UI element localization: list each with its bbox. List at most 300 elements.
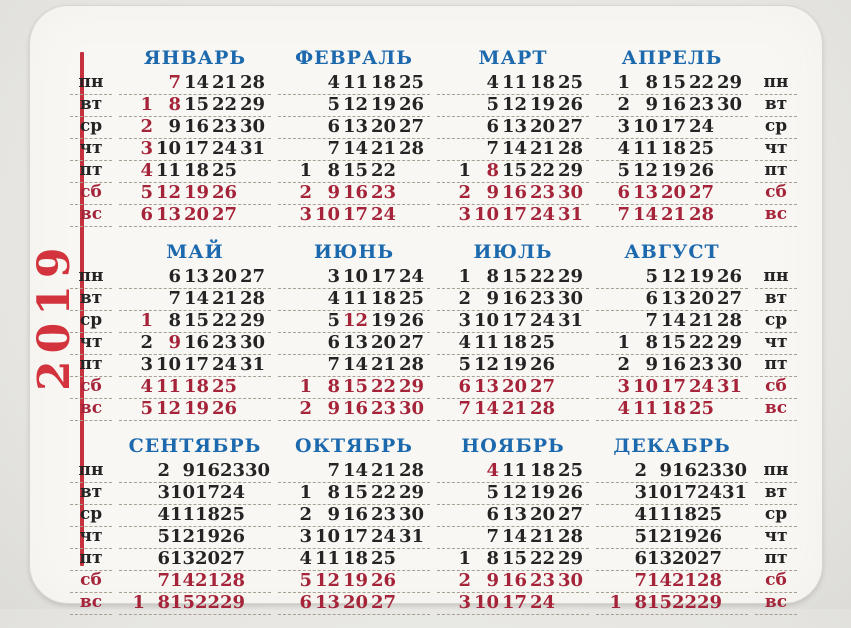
week-row-wed	[278, 311, 430, 333]
day-cell: 29	[557, 266, 583, 287]
day-cell: 13	[473, 376, 499, 397]
day-cell: 27	[398, 332, 424, 353]
week-row-sat	[596, 183, 748, 205]
day-cell: 20	[529, 116, 555, 137]
day-cell: 29	[557, 548, 583, 569]
day-cell: 27	[529, 376, 555, 397]
day-cell: 20	[183, 204, 209, 225]
day-cell: 28	[557, 138, 583, 159]
month-march	[437, 46, 589, 227]
day-cell: 10	[473, 592, 499, 613]
day-cell: 26	[398, 310, 424, 331]
day-cell: 10	[170, 482, 196, 503]
day-cell: 14	[501, 138, 527, 159]
day-cell: 25	[557, 460, 583, 481]
day-cell: 15	[342, 482, 368, 503]
day-cell: 25	[398, 288, 424, 309]
day-cell: 14	[342, 460, 368, 481]
day-cell: 25	[697, 504, 723, 525]
day-cell: 8	[486, 160, 499, 181]
day-cell: 28	[239, 288, 265, 309]
week-row-fri	[278, 549, 430, 571]
day-cell: 2	[458, 288, 471, 309]
day-cell: 20	[211, 266, 237, 287]
week-row-sun	[278, 205, 430, 227]
day-cell: 3	[157, 482, 170, 503]
weekday-label-sun: вс	[755, 399, 797, 421]
day-cell: 8	[486, 266, 499, 287]
day-cell: 29	[239, 94, 265, 115]
day-cell: 11	[632, 138, 658, 159]
month-title-may: МАЙ	[166, 241, 224, 263]
day-cell: 27	[557, 504, 583, 525]
day-cell: 4	[327, 288, 340, 309]
day-cell: 31	[716, 376, 742, 397]
day-cell: 25	[211, 160, 237, 181]
day-cell: 24	[688, 376, 714, 397]
day-cell: 21	[660, 204, 686, 225]
day-cell: 2	[458, 182, 471, 203]
day-cell: 11	[155, 160, 181, 181]
day-cell: 19	[660, 160, 686, 181]
week-row-wed	[596, 117, 748, 139]
day-cell: 19	[195, 526, 221, 547]
day-cell: 30	[716, 94, 742, 115]
day-cell: 24	[211, 354, 237, 375]
week-row-fri	[278, 161, 430, 183]
day-cell: 20	[672, 548, 698, 569]
day-cell: 1	[617, 332, 630, 353]
week-row-tue	[437, 483, 589, 505]
week-row-sun	[119, 399, 271, 421]
month-title-august: АВГУСТ	[624, 241, 720, 263]
day-cell: 27	[697, 548, 723, 569]
week-row-thu	[278, 139, 430, 161]
day-cell: 13	[155, 204, 181, 225]
week-row-tue	[119, 483, 271, 505]
day-cell: 6	[486, 504, 499, 525]
day-cell: 1	[458, 160, 471, 181]
month-title-january: ЯНВАРЬ	[143, 47, 247, 69]
week-row-thu	[278, 333, 430, 355]
weekday-label-thu: чт	[70, 333, 112, 355]
day-cell: 22	[529, 160, 555, 181]
day-cell: 22	[195, 592, 221, 613]
day-cell: 12	[473, 354, 499, 375]
week-row-wed	[437, 311, 589, 333]
day-cell: 1	[299, 376, 312, 397]
week-row-sun	[437, 399, 589, 421]
day-cell: 17	[370, 266, 396, 287]
week-row-fri	[119, 161, 271, 183]
day-cell: 15	[501, 160, 527, 181]
day-cell: 12	[155, 182, 181, 203]
day-cell: 17	[501, 204, 527, 225]
week-row-wed	[278, 505, 430, 527]
day-cell: 6	[327, 116, 340, 137]
day-cell: 21	[211, 72, 237, 93]
day-cell: 31	[722, 482, 748, 503]
week-row-mon	[278, 267, 430, 289]
day-cell: 31	[557, 204, 583, 225]
month-december	[596, 434, 748, 615]
week-row-wed	[119, 117, 271, 139]
month-july	[437, 240, 589, 421]
week-row-sun	[596, 593, 748, 615]
day-cell: 18	[529, 460, 555, 481]
day-cell: 23	[370, 182, 396, 203]
day-cell: 3	[327, 266, 340, 287]
day-cell: 15	[170, 592, 196, 613]
day-cell: 7	[327, 460, 340, 481]
day-cell: 3	[617, 376, 630, 397]
day-cell: 18	[660, 398, 686, 419]
day-cell: 12	[632, 160, 658, 181]
day-cell: 28	[557, 526, 583, 547]
weekday-label-tue: вт	[755, 95, 797, 117]
month-june	[278, 240, 430, 421]
day-cell: 23	[211, 332, 237, 353]
day-cell: 16	[501, 570, 527, 591]
day-cell: 15	[660, 332, 686, 353]
day-cell: 16	[501, 182, 527, 203]
day-cell: 3	[458, 204, 471, 225]
day-cell: 3	[634, 482, 647, 503]
weekday-label-mon: пн	[70, 73, 112, 95]
day-cell: 3	[140, 354, 153, 375]
day-cell: 4	[140, 160, 153, 181]
week-row-fri	[437, 549, 589, 571]
day-cell: 25	[211, 376, 237, 397]
day-cell: 30	[557, 570, 583, 591]
day-cell: 2	[458, 570, 471, 591]
weekday-label-wed: ср	[755, 117, 797, 139]
week-row-wed	[119, 311, 271, 333]
weekday-label-fri: пт	[70, 161, 112, 183]
day-cell: 19	[529, 94, 555, 115]
day-cell: 15	[501, 548, 527, 569]
day-cell: 8	[327, 482, 340, 503]
day-cell: 23	[529, 182, 555, 203]
day-cell: 30	[398, 398, 424, 419]
day-cell: 9	[182, 460, 195, 481]
month-october	[278, 434, 430, 615]
day-cell: 1	[140, 310, 153, 331]
weekday-label-mon: пн	[755, 461, 797, 483]
day-cell: 20	[660, 182, 686, 203]
day-cell: 18	[529, 72, 555, 93]
weekday-label-wed: ср	[70, 311, 112, 333]
day-cell: 8	[168, 310, 181, 331]
day-cell: 17	[342, 204, 368, 225]
day-cell: 26	[211, 398, 237, 419]
day-cell: 17	[342, 526, 368, 547]
day-cell: 7	[617, 204, 630, 225]
day-cell: 10	[342, 266, 368, 287]
weekday-label-sat: сб	[755, 377, 797, 399]
day-cell: 11	[501, 460, 527, 481]
week-row-sun	[278, 593, 430, 615]
week-row-sun	[278, 399, 430, 421]
week-row-fri	[437, 355, 589, 377]
weekday-labels-right	[755, 434, 797, 615]
day-cell: 9	[645, 94, 658, 115]
day-cell: 6	[299, 592, 312, 613]
day-cell: 30	[239, 116, 265, 137]
day-cell: 18	[183, 376, 209, 397]
day-cell: 9	[486, 288, 499, 309]
day-cell: 17	[660, 376, 686, 397]
day-cell: 25	[688, 398, 714, 419]
day-cell: 10	[632, 376, 658, 397]
day-cell: 12	[342, 94, 368, 115]
day-cell: 29	[697, 592, 723, 613]
week-row-thu	[437, 139, 589, 161]
weekday-label-thu: чт	[70, 527, 112, 549]
day-cell: 1	[299, 160, 312, 181]
day-cell: 3	[299, 526, 312, 547]
day-cell: 3	[140, 138, 153, 159]
day-cell: 13	[342, 116, 368, 137]
week-row-sat	[278, 183, 430, 205]
day-cell: 24	[211, 138, 237, 159]
day-cell: 30	[722, 460, 748, 481]
day-cell: 12	[647, 526, 673, 547]
week-row-thu	[119, 139, 271, 161]
day-cell: 20	[501, 376, 527, 397]
week-row-sun	[596, 399, 748, 421]
weekday-labels-left	[70, 240, 112, 421]
day-cell: 23	[220, 460, 246, 481]
day-cell: 28	[398, 138, 424, 159]
day-cell: 27	[557, 116, 583, 137]
day-cell: 21	[370, 138, 396, 159]
day-cell: 29	[220, 592, 246, 613]
week-row-wed	[596, 505, 748, 527]
day-cell: 8	[634, 592, 647, 613]
day-cell: 27	[211, 204, 237, 225]
month-title-february: ФЕВРАЛЬ	[295, 47, 413, 69]
day-cell: 21	[211, 288, 237, 309]
day-cell: 11	[170, 504, 196, 525]
day-cell: 21	[370, 354, 396, 375]
day-cell: 29	[716, 332, 742, 353]
day-cell: 6	[486, 116, 499, 137]
day-cell: 10	[473, 204, 499, 225]
day-cell: 26	[688, 160, 714, 181]
day-cell: 7	[645, 310, 658, 331]
day-cell: 27	[398, 116, 424, 137]
day-cell: 15	[647, 592, 673, 613]
day-cell: 7	[634, 570, 647, 591]
day-cell: 22	[672, 592, 698, 613]
day-cell: 11	[473, 332, 499, 353]
week-row-thu	[437, 527, 589, 549]
week-row-fri	[119, 549, 271, 571]
day-cell: 23	[697, 460, 723, 481]
day-cell: 16	[672, 460, 698, 481]
day-cell: 25	[688, 138, 714, 159]
month-may	[119, 240, 271, 421]
day-cell: 30	[557, 182, 583, 203]
day-cell: 27	[220, 548, 246, 569]
day-cell: 8	[486, 548, 499, 569]
month-title-july: ИЮЛЬ	[473, 241, 553, 263]
day-cell: 1	[140, 94, 153, 115]
week-row-sat	[278, 571, 430, 593]
week-row-wed	[437, 117, 589, 139]
day-cell: 21	[501, 398, 527, 419]
week-row-wed	[437, 505, 589, 527]
day-cell: 20	[370, 332, 396, 353]
day-cell: 20	[529, 504, 555, 525]
weekday-labels-right	[755, 46, 797, 227]
day-cell: 19	[370, 94, 396, 115]
day-cell: 16	[342, 504, 368, 525]
week-row-sat	[119, 183, 271, 205]
day-cell: 14	[342, 138, 368, 159]
week-row-sun	[437, 205, 589, 227]
calendar-grid	[70, 46, 797, 628]
day-cell: 12	[314, 570, 340, 591]
day-cell: 26	[697, 526, 723, 547]
week-row-sat	[278, 377, 430, 399]
day-cell: 4	[486, 72, 499, 93]
day-cell: 17	[195, 482, 221, 503]
weekday-label-thu: чт	[70, 139, 112, 161]
day-cell: 25	[370, 548, 396, 569]
week-row-mon	[596, 73, 748, 95]
weekday-label-sun: вс	[70, 399, 112, 421]
day-cell: 22	[688, 72, 714, 93]
day-cell: 9	[327, 182, 340, 203]
week-row-sat	[437, 571, 589, 593]
day-cell: 16	[660, 354, 686, 375]
weekday-label-wed: ср	[755, 311, 797, 333]
week-row-tue	[437, 95, 589, 117]
day-cell: 9	[327, 398, 340, 419]
weekday-label-sat: сб	[70, 571, 112, 593]
month-title-april: АПРЕЛЬ	[621, 47, 723, 69]
day-cell: 3	[458, 310, 471, 331]
week-row-sat	[596, 571, 748, 593]
month-title-october: ОКТЯБРЬ	[295, 435, 413, 457]
day-cell: 30	[557, 288, 583, 309]
day-cell: 9	[168, 116, 181, 137]
weekday-label-sat: сб	[755, 183, 797, 205]
day-cell: 20	[195, 548, 221, 569]
day-cell: 18	[195, 504, 221, 525]
day-cell: 9	[645, 354, 658, 375]
day-cell: 1	[132, 592, 145, 613]
week-row-thu	[119, 333, 271, 355]
weekday-label-fri: пт	[755, 161, 797, 183]
day-cell: 4	[486, 460, 499, 481]
weekday-label-mon: пн	[70, 267, 112, 289]
day-cell: 23	[370, 504, 396, 525]
day-cell: 16	[195, 460, 221, 481]
day-cell: 14	[473, 398, 499, 419]
day-cell: 1	[609, 592, 622, 613]
day-cell: 11	[342, 288, 368, 309]
day-cell: 10	[473, 310, 499, 331]
day-cell: 22	[529, 548, 555, 569]
day-cell: 6	[327, 332, 340, 353]
day-cell: 24	[398, 266, 424, 287]
day-cell: 29	[557, 160, 583, 181]
week-row-mon	[119, 267, 271, 289]
month-band-3	[70, 434, 797, 615]
day-cell: 23	[529, 288, 555, 309]
day-cell: 28	[398, 354, 424, 375]
weekday-label-tue: вт	[755, 289, 797, 311]
day-cell: 18	[342, 548, 368, 569]
day-cell: 7	[458, 398, 471, 419]
day-cell: 4	[327, 72, 340, 93]
day-cell: 5	[327, 94, 340, 115]
day-cell: 11	[342, 72, 368, 93]
day-cell: 16	[183, 332, 209, 353]
day-cell: 5	[634, 526, 647, 547]
day-cell: 27	[239, 266, 265, 287]
week-row-sun	[119, 593, 271, 615]
day-cell: 31	[239, 354, 265, 375]
month-september	[119, 434, 271, 615]
day-cell: 6	[168, 266, 181, 287]
month-february	[278, 46, 430, 227]
week-row-sat	[596, 377, 748, 399]
day-cell: 14	[342, 354, 368, 375]
weekday-labels-left	[70, 46, 112, 227]
day-cell: 1	[458, 548, 471, 569]
day-cell: 11	[632, 398, 658, 419]
day-cell: 1	[617, 72, 630, 93]
day-cell: 22	[370, 482, 396, 503]
day-cell: 4	[617, 138, 630, 159]
day-cell: 7	[486, 526, 499, 547]
day-cell: 5	[140, 398, 153, 419]
week-row-mon	[437, 73, 589, 95]
week-row-mon	[437, 461, 589, 483]
day-cell: 5	[486, 94, 499, 115]
day-cell: 5	[617, 160, 630, 181]
week-row-fri	[596, 549, 748, 571]
week-row-tue	[278, 289, 430, 311]
weekday-label-sat: сб	[70, 183, 112, 205]
day-cell: 1	[299, 482, 312, 503]
day-cell: 6	[634, 548, 647, 569]
month-band-1	[70, 46, 797, 227]
day-cell: 11	[647, 504, 673, 525]
day-cell: 7	[157, 570, 170, 591]
day-cell: 28	[398, 460, 424, 481]
day-cell: 2	[299, 504, 312, 525]
day-cell: 21	[529, 526, 555, 547]
day-cell: 22	[688, 332, 714, 353]
day-cell: 5	[157, 526, 170, 547]
week-row-sun	[596, 205, 748, 227]
day-cell: 23	[529, 570, 555, 591]
day-cell: 24	[697, 482, 723, 503]
day-cell: 9	[659, 460, 672, 481]
week-row-thu	[437, 333, 589, 355]
day-cell: 7	[486, 138, 499, 159]
day-cell: 19	[529, 482, 555, 503]
day-cell: 6	[458, 376, 471, 397]
day-cell: 16	[342, 398, 368, 419]
day-cell: 16	[501, 288, 527, 309]
day-cell: 22	[529, 266, 555, 287]
